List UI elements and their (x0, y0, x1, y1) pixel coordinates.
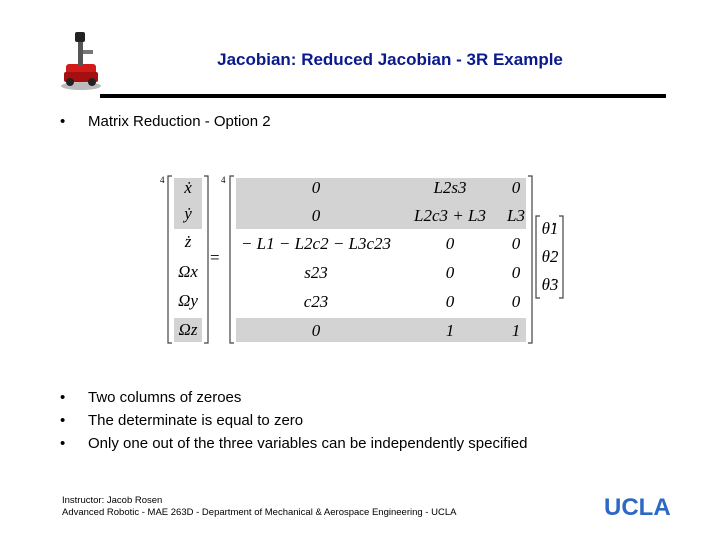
bullet-text: Only one out of the three variables can be independently specified (88, 435, 528, 452)
robot-logo (58, 28, 104, 92)
lhs-entry: Ωz (178, 320, 198, 339)
title-divider (100, 94, 666, 98)
bullet-text: Matrix Reduction - Option 2 (88, 113, 271, 130)
matrix-cell: 0 (311, 178, 321, 197)
bullet-dot: • (60, 389, 66, 406)
matrix-cell: 0 (445, 263, 455, 282)
footer-course: Advanced Robotic - MAE 263D - Department of Mechanical & Aerospace Engineering - UCLA (62, 507, 457, 518)
matrix-cell: 1 (511, 321, 521, 340)
matrix-cell: 0 (445, 234, 455, 253)
matrix-cell: s23 (304, 263, 328, 282)
rhs-entry: θ̇2 (541, 247, 559, 266)
bullet-dot: • (60, 435, 66, 452)
vector-superscript: 4 (160, 175, 165, 185)
matrix-cell: 0 (511, 292, 521, 311)
lhs-entry: ẏ (184, 204, 192, 223)
matrix-cell: 0 (311, 321, 321, 340)
lhs-entry: Ωx (178, 262, 198, 281)
matrix-superscript: 4 (221, 175, 226, 185)
matrix-cell: L2s3 (433, 178, 467, 197)
ucla-logo: UCLA (604, 494, 671, 521)
bullet-dot: • (60, 412, 66, 429)
matrix-cell: 0 (511, 263, 521, 282)
matrix-cell: 1 (445, 321, 455, 340)
matrix-cell: L3 (507, 206, 525, 225)
rhs-entry: θ̇3 (541, 275, 559, 294)
footer-instructor: Instructor: Jacob Rosen (62, 495, 163, 506)
matrix-cell: 0 (311, 206, 321, 225)
lhs-entry: ẋ (184, 178, 192, 197)
lhs-entry: Ωy (178, 291, 198, 310)
bullet-text: The determinate is equal to zero (88, 412, 304, 429)
equals-sign: = (210, 248, 220, 267)
rhs-entry: θ̇1 (541, 219, 559, 238)
jacobian-equation (160, 172, 570, 347)
bullet-dot: • (60, 113, 66, 130)
matrix-cell: 0 (511, 178, 521, 197)
matrix-cell: 0 (511, 234, 521, 253)
bullet-text: Two columns of zeroes (88, 389, 242, 406)
matrix-cell: 0 (445, 292, 455, 311)
slide-title: Jacobian: Reduced Jacobian - 3R Example (217, 50, 563, 69)
matrix-cell: − L1 − L2c2 − L3c23 (240, 234, 392, 253)
matrix-cell: c23 (303, 292, 329, 311)
matrix-cell: L2c3 + L3 (414, 206, 486, 225)
footer (62, 495, 456, 519)
lhs-entry: ż (184, 232, 192, 251)
